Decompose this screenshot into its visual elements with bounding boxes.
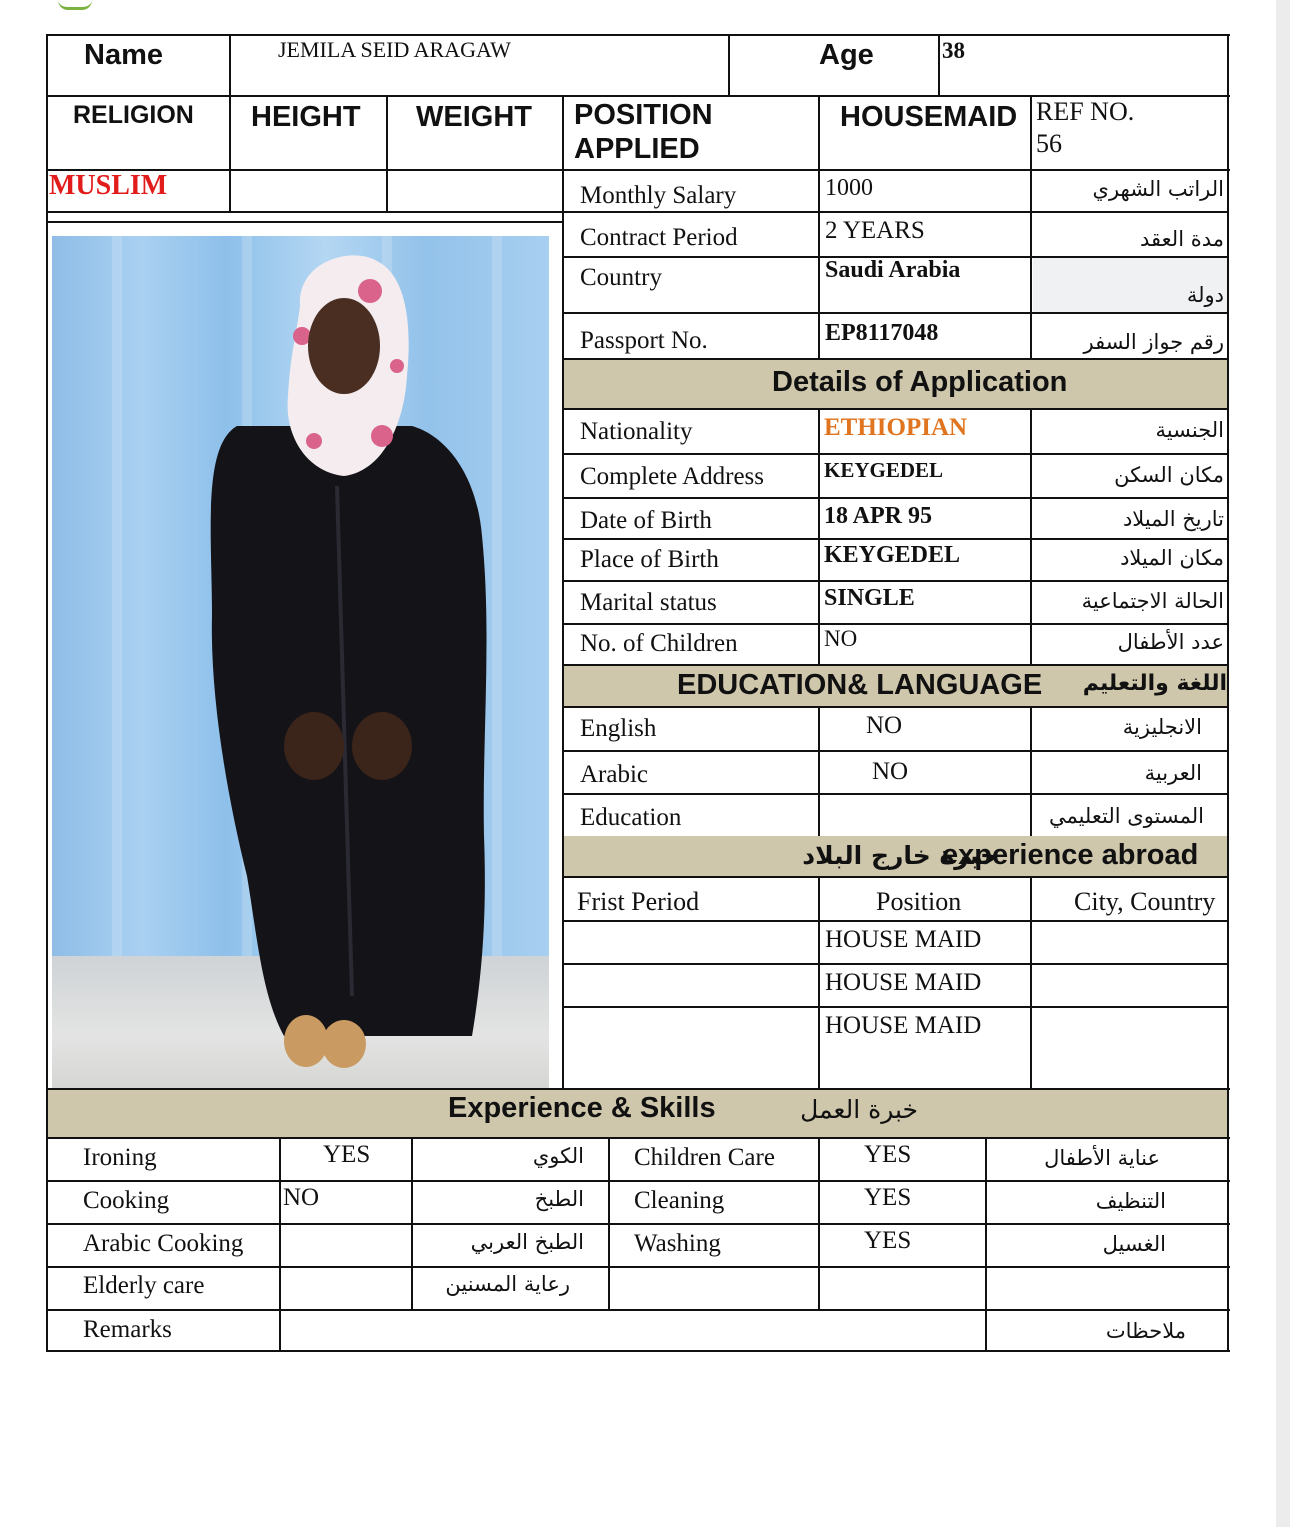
religion-value: MUSLIM — [49, 170, 168, 201]
abroad-position-3: HOUSE MAID — [825, 1012, 982, 1039]
abroad-col-period: Frist Period — [577, 887, 700, 916]
skills-title: Experience & Skills — [448, 1092, 716, 1124]
education-label: Education — [580, 804, 682, 831]
skills-title-arabic: خبرة العمل — [800, 1095, 918, 1124]
skill-arabic: رعاية المسنين — [445, 1272, 570, 1296]
details-label: Nationality — [580, 418, 693, 445]
details-arabic: مكان السكن — [1114, 463, 1224, 487]
religion-label: RELIGION — [73, 101, 194, 129]
skill-label: Washing — [634, 1230, 721, 1257]
details-value: NO — [824, 626, 858, 651]
skill-label: Children Care — [634, 1144, 775, 1171]
skill-arabic: الطبخ العربي — [470, 1230, 584, 1254]
details-value: SINGLE — [824, 585, 915, 611]
details-label: Complete Address — [580, 463, 765, 490]
skill-arabic: الكوي — [532, 1144, 584, 1168]
contract-arabic: دولة — [1186, 283, 1224, 307]
skill-label: Elderly care — [83, 1272, 205, 1299]
skill-value: YES — [864, 1184, 912, 1211]
education-row-line — [562, 706, 1228, 708]
details-arabic: مكان الميلاد — [1120, 546, 1224, 570]
skill-value: YES — [864, 1141, 912, 1168]
contract-label: Monthly Salary — [580, 182, 737, 209]
contract-label: Passport No. — [580, 327, 708, 354]
logo-fragment — [58, 0, 92, 10]
age-value: 38 — [942, 38, 965, 63]
education-title: EDUCATION& LANGUAGE — [677, 669, 1043, 701]
education-value: NO — [866, 712, 903, 739]
skill-value: NO — [283, 1184, 320, 1211]
skill-value: YES — [864, 1227, 912, 1254]
skill-label: Ironing — [83, 1144, 157, 1171]
details-value: KEYGEDEL — [824, 542, 961, 568]
contract-value: 2 YEARS — [825, 217, 925, 244]
position-label-line2: APPLIED — [574, 133, 700, 165]
details-title: Details of Application — [772, 366, 1068, 398]
position-value: HOUSEMAID — [840, 101, 1018, 133]
education-title-arabic: اللغة والتعليم — [1082, 671, 1227, 696]
skill-arabic: عناية الأطفال — [1044, 1146, 1160, 1170]
ref-label: REF NO. — [1036, 97, 1135, 126]
details-row-line — [562, 538, 1228, 540]
education-row-line — [562, 750, 1228, 752]
details-label: No. of Children — [580, 630, 738, 657]
contract-label: Contract Period — [580, 224, 738, 251]
education-arabic: الانجليزية — [1122, 715, 1202, 739]
scroll-edge — [1276, 0, 1290, 1527]
remarks-arabic: ملاحظات — [1105, 1319, 1186, 1343]
details-value: KEYGEDEL — [824, 458, 944, 482]
contract-label: Country — [580, 264, 662, 291]
details-row-line — [562, 453, 1228, 455]
details-arabic: الحالة الاجتماعية — [1081, 589, 1224, 613]
age-label: Age — [819, 39, 874, 71]
details-row-line — [562, 623, 1228, 625]
contract-arabic: مدة العقد — [1140, 227, 1224, 251]
education-value: NO — [872, 758, 909, 785]
education-label: Arabic — [580, 761, 649, 788]
skill-label: Cooking — [83, 1187, 170, 1214]
details-arabic: الجنسية — [1155, 418, 1224, 442]
skill-value: YES — [323, 1141, 371, 1168]
contract-value: 1000 — [825, 175, 873, 201]
details-label: Date of Birth — [580, 507, 712, 534]
skill-arabic: الغسيل — [1102, 1232, 1166, 1256]
details-label: Place of Birth — [580, 546, 719, 573]
details-value: 18 APR 95 — [824, 503, 932, 529]
abroad-col-position: Position — [876, 887, 962, 916]
skill-label: Cleaning — [634, 1187, 725, 1214]
weight-label: WEIGHT — [416, 101, 532, 133]
contract-value: EP8117048 — [825, 320, 939, 346]
details-arabic: تاريخ الميلاد — [1122, 507, 1224, 531]
details-row-line — [562, 580, 1228, 582]
abroad-title-arabic: خبرة خارج البلاد — [802, 841, 998, 870]
abroad-col-city: City, Country — [1074, 887, 1216, 916]
applicant-photo — [52, 236, 549, 1088]
details-value: ETHIOPIAN — [824, 414, 968, 441]
details-label: Marital status — [580, 589, 717, 616]
details-row-line — [562, 497, 1228, 499]
contract-arabic: رقم جواز السفر — [1083, 330, 1224, 354]
education-label: English — [580, 715, 657, 742]
position-label-line1: POSITION — [574, 99, 713, 131]
name-label: Name — [84, 39, 163, 71]
education-row-line — [562, 793, 1228, 795]
details-arabic: عدد الأطفال — [1117, 630, 1224, 654]
abroad-position-2: HOUSE MAID — [825, 969, 982, 996]
contract-value: Saudi Arabia — [825, 257, 961, 283]
name-value: JEMILA SEID ARAGAW — [278, 37, 511, 62]
top-header-strip — [330, 0, 1060, 6]
ref-value: 56 — [1036, 129, 1062, 158]
education-arabic: العربية — [1144, 761, 1202, 785]
education-arabic: المستوى التعليمي — [1048, 804, 1204, 828]
remarks-label: Remarks — [83, 1316, 172, 1343]
skill-label: Arabic Cooking — [83, 1230, 244, 1257]
height-label: HEIGHT — [251, 101, 361, 133]
abroad-title: experience abroad — [942, 839, 1199, 871]
skill-arabic: الطبخ — [534, 1187, 584, 1211]
skill-arabic: التنظيف — [1095, 1189, 1166, 1213]
contract-arabic: الراتب الشهري — [1092, 177, 1224, 201]
abroad-position-1: HOUSE MAID — [825, 926, 982, 953]
